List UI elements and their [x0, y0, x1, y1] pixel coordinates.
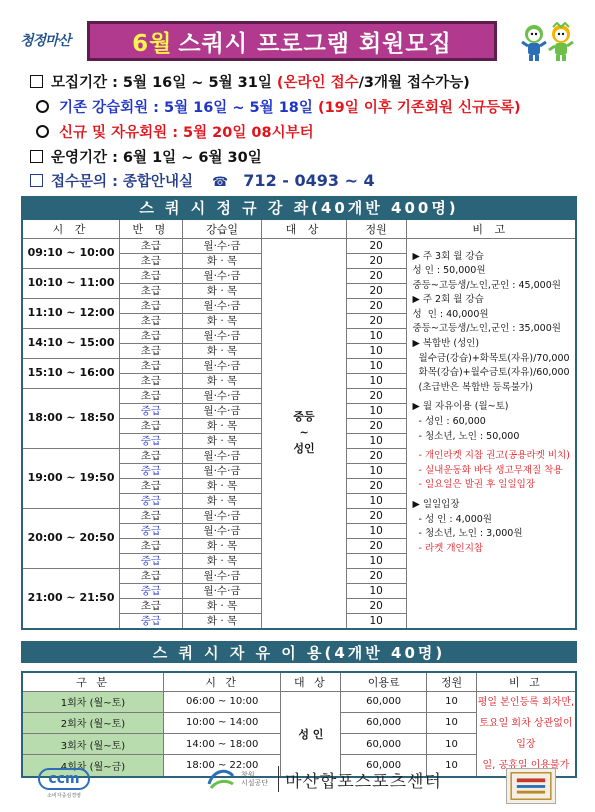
table-header-row [22, 219, 576, 238]
target-line: ~ [299, 426, 309, 439]
class-level-cell: 초급 [120, 418, 183, 433]
existing-members-period [36, 96, 521, 117]
fee-cell: 60,000 [341, 691, 427, 712]
class-level-cell: 중급 [120, 523, 183, 538]
time-cell: 21:00 ~ 21:50 [22, 568, 120, 629]
capacity-cell: 10 [346, 373, 406, 388]
time-cell: 10:00 ~ 14:00 [163, 712, 281, 733]
time-cell: 15:10 ~ 16:00 [22, 358, 120, 388]
note-line: - 개인라켓 지참 권고(공용라켓 비치) [412, 450, 570, 462]
time-cell: 18:00 ~ 18:50 [22, 388, 120, 448]
note-line: 화목(강습)+월수금토(자유)/60,000 [412, 367, 570, 379]
operating-period [30, 146, 262, 167]
note-line: - 성인 : 60,000 [412, 416, 486, 428]
time-cell: 14:10 ~ 15:00 [22, 328, 120, 358]
class-level-cell: 초급 [120, 373, 183, 388]
capacity-cell: 10 [427, 712, 477, 733]
capacity-cell: 20 [346, 568, 406, 583]
header-capacity: 정원 [346, 219, 406, 238]
ccm-logo [38, 768, 90, 799]
note-line: 중등~고등생/노인,군인 : 35,000원 [412, 323, 561, 335]
capacity-cell: 10 [427, 755, 477, 777]
notes-cell [406, 238, 576, 629]
note-line: 토요일 회차 상관없이 입장 [479, 717, 573, 750]
capacity-cell: 10 [346, 403, 406, 418]
note-line: 성 인 : 40,000원 [412, 308, 489, 320]
capacity-cell: 20 [346, 313, 406, 328]
class-level-cell: 중급 [120, 553, 183, 568]
agency-name-line: 창원 [241, 771, 255, 779]
header-fee: 이용료 [341, 672, 427, 691]
class-days-cell: 월·수·금 [182, 403, 262, 418]
page-title [87, 21, 497, 61]
capacity-cell: 10 [346, 523, 406, 538]
class-days-cell: 월·수·금 [182, 508, 262, 523]
capacity-cell: 10 [346, 553, 406, 568]
contact-label: 접수문의 : 종합안내실 [51, 174, 193, 190]
class-days-cell: 화 · 목 [182, 478, 262, 493]
header-days: 강습일 [182, 219, 262, 238]
ccm-logo-text: ccm [38, 768, 90, 790]
capacity-cell: 10 [346, 613, 406, 629]
capacity-cell: 20 [346, 268, 406, 283]
class-level-cell: 초급 [120, 313, 183, 328]
checkbox-square-icon [30, 75, 43, 88]
capacity-cell: 10 [346, 328, 406, 343]
recruit-period [30, 71, 470, 92]
class-level-cell: 중급 [120, 613, 183, 629]
class-days-cell: 월·수·금 [182, 523, 262, 538]
capacity-cell: 20 [346, 238, 406, 253]
sports-center-logo [205, 766, 442, 792]
capacity-cell: 10 [346, 343, 406, 358]
header-target: 대 상 [262, 219, 347, 238]
class-days-cell: 화 · 목 [182, 343, 262, 358]
class-level-cell: 중급 [120, 403, 183, 418]
class-level-cell: 초급 [120, 568, 183, 583]
header-notes: 비 고 [406, 219, 576, 238]
class-level-cell: 초급 [120, 508, 183, 523]
header-time: 시 간 [163, 672, 281, 691]
class-level-cell: 중급 [120, 493, 183, 508]
note-line: - 일요일은 발권 후 일일입장 [412, 479, 535, 491]
table-header-row [22, 672, 576, 691]
class-days-cell: 화 · 목 [182, 253, 262, 268]
class-days-cell: 월·수·금 [182, 568, 262, 583]
note-line: (초급반은 복합반 등록불가) [412, 381, 533, 393]
header-capacity: 정원 [427, 672, 477, 691]
time-cell: 18:00 ~ 22:00 [163, 755, 281, 777]
recruit-note-tail: /3개월 접수가능) [358, 75, 470, 91]
class-level-cell: 초급 [120, 298, 183, 313]
capacity-cell: 20 [346, 298, 406, 313]
class-level-cell: 초급 [120, 448, 183, 463]
class-level-cell: 초급 [120, 268, 183, 283]
class-days-cell: 화 · 목 [182, 493, 262, 508]
recruit-period-text: 모집기간 : 5월 16일 ~ 5월 31일 [51, 75, 272, 91]
class-days-cell: 화 · 목 [182, 598, 262, 613]
class-days-cell: 월·수·금 [182, 583, 262, 598]
class-level-cell: 중급 [120, 463, 183, 478]
checkbox-square-icon [30, 174, 43, 187]
capacity-cell: 20 [346, 448, 406, 463]
capacity-cell: 20 [346, 418, 406, 433]
class-level-cell: 초급 [120, 343, 183, 358]
regular-class-table [21, 218, 577, 630]
target-line: 성인 [293, 442, 315, 455]
circle-bullet-icon [36, 100, 49, 113]
target-cell: 성 인 [281, 691, 341, 777]
swirl-logo-icon [205, 766, 237, 792]
slot-cell: 3회차 (월~토) [22, 733, 163, 754]
contact-phone: 712 - 0493 ~ 4 [243, 171, 375, 190]
ccm-logo-subtext: 소비자중심경영 [47, 793, 81, 799]
class-days-cell: 화 · 목 [182, 373, 262, 388]
existing-members-note: (19일 이후 기존회원 신규등록) [317, 100, 521, 116]
capacity-cell: 20 [346, 598, 406, 613]
capacity-cell: 10 [346, 493, 406, 508]
time-cell: 10:10 ~ 11:00 [22, 268, 120, 298]
slot-cell: 4회차 (월~금) [22, 755, 163, 777]
capacity-cell: 10 [346, 358, 406, 373]
recruit-online-note: (온라인 접수 [276, 75, 359, 91]
note-line: 일, 공휴일 이용불가 [482, 759, 570, 771]
time-cell: 19:00 ~ 19:50 [22, 448, 120, 508]
contact-info [30, 170, 375, 191]
note-line: ▶ 월 자유이용 (월~토) [412, 401, 509, 413]
capacity-cell: 10 [427, 691, 477, 712]
new-members-text: 신규 및 자유회원 : 5월 20일 08시부터 [59, 125, 314, 141]
certification-badge-icon [506, 768, 556, 804]
time-cell: 09:10 ~ 10:00 [22, 238, 120, 268]
note-line: 평일 본인등록 회차만, [477, 696, 575, 708]
class-level-cell: 초급 [120, 478, 183, 493]
class-days-cell: 화 · 목 [182, 418, 262, 433]
class-days-cell: 월·수·금 [182, 448, 262, 463]
class-level-cell: 초급 [120, 388, 183, 403]
class-level-cell: 초급 [120, 358, 183, 373]
class-level-cell: 초급 [120, 598, 183, 613]
new-members-period [36, 121, 314, 142]
class-days-cell: 화 · 목 [182, 553, 262, 568]
capacity-cell: 10 [346, 583, 406, 598]
header-target: 대 상 [281, 672, 341, 691]
class-level-cell: 중급 [120, 433, 183, 448]
note-line: - 청소년, 노인 : 50,000 [412, 430, 520, 442]
note-line: ▶ 주 3회 월 강습 [412, 250, 484, 262]
mascot-right-icon [548, 22, 574, 62]
class-level-cell: 초급 [120, 253, 183, 268]
capacity-cell: 20 [346, 283, 406, 298]
city-logo: 청정마산 [20, 33, 71, 49]
circle-bullet-icon [36, 125, 49, 138]
slot-cell: 1회차 (월~토) [22, 691, 163, 712]
class-level-cell: 초급 [120, 538, 183, 553]
header-slot: 구 분 [22, 672, 163, 691]
table-row [22, 691, 576, 712]
target-cell [262, 238, 347, 629]
mascot-left-icon [521, 22, 547, 62]
capacity-cell: 20 [346, 538, 406, 553]
phone-icon: ☎ [212, 175, 229, 190]
capacity-cell: 20 [346, 388, 406, 403]
page-header [0, 0, 595, 66]
fee-cell: 60,000 [341, 755, 427, 777]
header-time: 시 간 [22, 219, 120, 238]
slot-cell: 2회차 (월~토) [22, 712, 163, 733]
note-line: 성 인 : 50,000원 [412, 265, 486, 277]
note-line: ▶ 일일입장 [412, 499, 460, 510]
class-days-cell: 월·수·금 [182, 463, 262, 478]
class-days-cell: 화 · 목 [182, 613, 262, 629]
target-line: 중등 [293, 410, 315, 423]
capacity-cell: 10 [346, 463, 406, 478]
class-days-cell: 월·수·금 [182, 328, 262, 343]
checkbox-square-icon [30, 150, 43, 163]
time-cell: 20:00 ~ 20:50 [22, 508, 120, 568]
class-days-cell: 화 · 목 [182, 313, 262, 328]
title-text: 스쿼시 프로그램 회원모집 [178, 30, 452, 57]
operating-period-text: 운영기간 : 6월 1일 ~ 6월 30일 [51, 150, 262, 166]
capacity-cell: 20 [346, 253, 406, 268]
agency-name [241, 771, 268, 787]
class-level-cell: 중급 [120, 583, 183, 598]
note-line: 월수금(강습)+화목토(자유)/70,000 [412, 352, 570, 364]
capacity-cell: 20 [346, 508, 406, 523]
regular-class-banner: 스 쿼 시 정 규 강 좌(40개반 400명) [21, 196, 577, 218]
header-notes: 비 고 [476, 672, 576, 691]
sports-center-name: 마산합포스포츠센터 [285, 771, 442, 792]
agency-name-line: 시설공단 [241, 779, 269, 787]
note-line: 중등~고등생/노인,군인 : 45,000원 [412, 279, 561, 291]
time-cell: 14:00 ~ 18:00 [163, 733, 281, 754]
fee-cell: 60,000 [341, 712, 427, 733]
capacity-cell: 10 [346, 433, 406, 448]
existing-members-text: 기존 강습회원 : 5월 16일 ~ 5월 18일 [59, 100, 313, 116]
title-highlight: 6월 [132, 30, 173, 57]
note-line: ▶ 주 2회 월 강습 [412, 294, 484, 306]
note-line: - 실내운동화 바닥 생고무재질 착용 [412, 464, 563, 476]
class-days-cell: 월·수·금 [182, 268, 262, 283]
time-cell: 11:10 ~ 12:00 [22, 298, 120, 328]
capacity-cell: 20 [346, 478, 406, 493]
class-days-cell: 월·수·금 [182, 388, 262, 403]
divider [278, 766, 279, 792]
class-level-cell: 초급 [120, 283, 183, 298]
class-level-cell: 초급 [120, 238, 183, 253]
page-footer [0, 760, 595, 812]
header-class: 반 명 [120, 219, 183, 238]
class-days-cell: 월·수·금 [182, 358, 262, 373]
class-days-cell: 월·수·금 [182, 238, 262, 253]
table-row [22, 238, 576, 253]
note-line: - 성 인 : 4,000원 [412, 513, 492, 525]
note-line: - 청소년, 노인 : 3,000원 [412, 528, 523, 540]
fee-cell: 60,000 [341, 733, 427, 754]
class-level-cell: 초급 [120, 328, 183, 343]
class-days-cell: 화 · 목 [182, 283, 262, 298]
class-days-cell: 화 · 목 [182, 433, 262, 448]
class-days-cell: 화 · 목 [182, 538, 262, 553]
note-line: - 라켓 개인지참 [412, 542, 484, 554]
class-days-cell: 월·수·금 [182, 298, 262, 313]
note-line: ▶ 복합반 (성인) [412, 338, 480, 350]
free-use-banner: 스 쿼 시 자 유 이 용(4개반 40명) [21, 641, 577, 663]
capacity-cell: 10 [427, 733, 477, 754]
time-cell: 06:00 ~ 10:00 [163, 691, 281, 712]
